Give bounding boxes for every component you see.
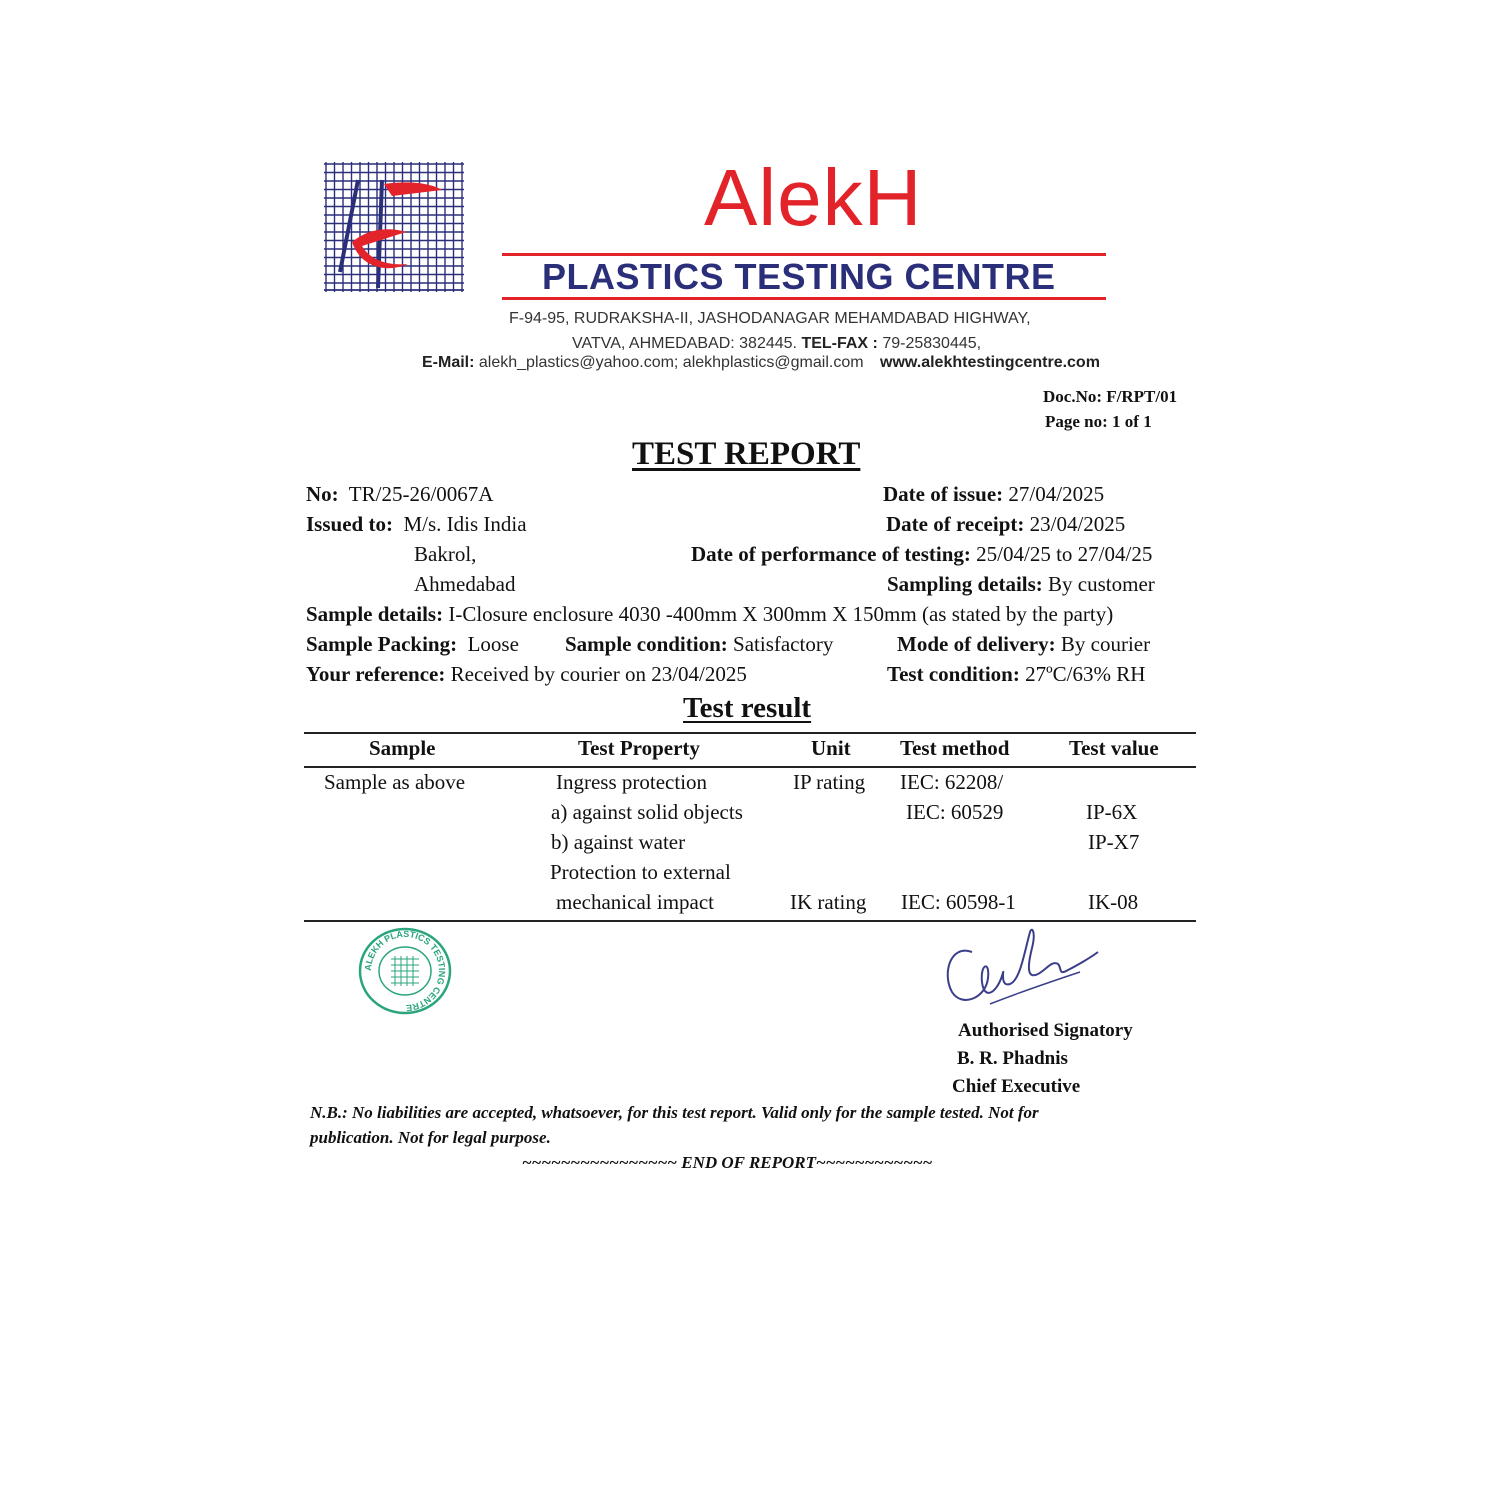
- telfax-value: 79-25830445,: [882, 335, 982, 352]
- issued-to: Issued to: M/s. Idis India: [306, 512, 527, 536]
- centre-name: PLASTICS TESTING CENTRE: [542, 256, 1056, 297]
- svg-text:ALEKH PLASTICS TESTING CENTRE: ALEKH PLASTICS TESTING CENTRE: [362, 928, 448, 1014]
- result-title: Test result: [683, 692, 812, 724]
- table-rule-bottom: [304, 920, 1196, 922]
- cell-property: mechanical impact: [556, 890, 715, 914]
- email-value: alekh_plastics@yahoo.com; alekhplastics@gmail.com: [478, 354, 864, 371]
- brand-name: AlekH: [704, 153, 923, 242]
- cell-method: IEC: 60529: [906, 800, 1004, 824]
- sample-condition: Sample condition: Satisfactory: [565, 632, 834, 656]
- page-number: Page no: 1 of 1: [1045, 412, 1152, 431]
- cell-method: IEC: 62208/: [900, 770, 1004, 794]
- sample-details: Sample details: I-Closure enclosure 4030 -400mm X 300mm X 150mm (as stated by the party): [306, 602, 1114, 626]
- cell-property: Protection to external: [550, 860, 731, 884]
- date-of-performance: Date of performance of testing: 25/04/25 to 27/04/25: [691, 542, 1153, 566]
- company-logo: [322, 160, 466, 294]
- test-condition: Test condition: 27ºC/63% RH: [887, 662, 1146, 686]
- cell-value: IK-08: [1088, 890, 1139, 914]
- signature: [940, 924, 1105, 1014]
- sampling-details: Sampling details: By customer: [887, 572, 1155, 596]
- header-unit: Unit: [811, 736, 851, 760]
- divider: [502, 297, 1106, 300]
- cell-value: IP-6X: [1086, 800, 1138, 824]
- website: www.alekhtestingcentre.com: [880, 354, 1100, 371]
- table-rule-header: [304, 766, 1196, 768]
- cell-property: b) against water: [551, 830, 686, 854]
- email-label: E-Mail:: [422, 354, 475, 371]
- report-no: No: TR/25-26/0067A: [306, 482, 494, 506]
- disclaimer: publication. Not for legal purpose.: [310, 1128, 551, 1147]
- table-rule-top: [304, 732, 1196, 734]
- contact-line: [422, 354, 1100, 372]
- header-sample: Sample: [369, 736, 436, 760]
- date-of-issue: Date of issue: 27/04/2025: [883, 482, 1105, 506]
- cell-value: IP-X7: [1088, 830, 1140, 854]
- date-of-receipt: Date of receipt: 23/04/2025: [886, 512, 1126, 536]
- disclaimer: N.B.: No liabilities are accepted, whatsoever, for this test report. Valid only for the sample tested. Not for: [310, 1103, 1039, 1122]
- company-stamp: [357, 926, 453, 1016]
- mode-of-delivery: Mode of delivery: By courier: [897, 632, 1151, 656]
- issued-to-line2: Bakrol,: [414, 542, 477, 566]
- telfax-label: TEL-FAX :: [801, 335, 878, 352]
- issued-to-line3: Ahmedabad: [414, 572, 516, 596]
- cell-method: IEC: 60598-1: [901, 890, 1016, 914]
- cell-property: a) against solid objects: [551, 800, 743, 824]
- header-test-value: Test value: [1069, 736, 1159, 760]
- end-of-report: ~~~~~~~~~~~~~~~~ END OF REPORT~~~~~~~~~~~~: [522, 1153, 933, 1172]
- signatory-title: Authorised Signatory: [958, 1020, 1133, 1041]
- address-line: VATVA, AHMEDABAD: 382445. TEL-FAX : 79-25830445,: [572, 335, 982, 352]
- report-title: TEST REPORT: [632, 436, 861, 472]
- header-test-method: Test method: [900, 736, 1010, 760]
- cell-unit: IP rating: [793, 770, 866, 794]
- cell-unit: IK rating: [790, 890, 867, 914]
- sample-packing: Sample Packing: Loose: [306, 632, 519, 656]
- address-line: F-94-95, RUDRAKSHA-II, JASHODANAGAR MEHAMDABAD HIGHWAY,: [509, 310, 1031, 327]
- signatory-designation: Chief Executive: [952, 1076, 1081, 1097]
- cell-property: Ingress protection: [556, 770, 708, 794]
- cell-sample: Sample as above: [324, 770, 466, 794]
- doc-number: Doc.No: F/RPT/01: [1043, 387, 1178, 406]
- your-reference: Your reference: Received by courier on 23/04/2025: [306, 662, 747, 686]
- header-test-property: Test Property: [578, 736, 700, 760]
- signatory-name: B. R. Phadnis: [957, 1048, 1068, 1069]
